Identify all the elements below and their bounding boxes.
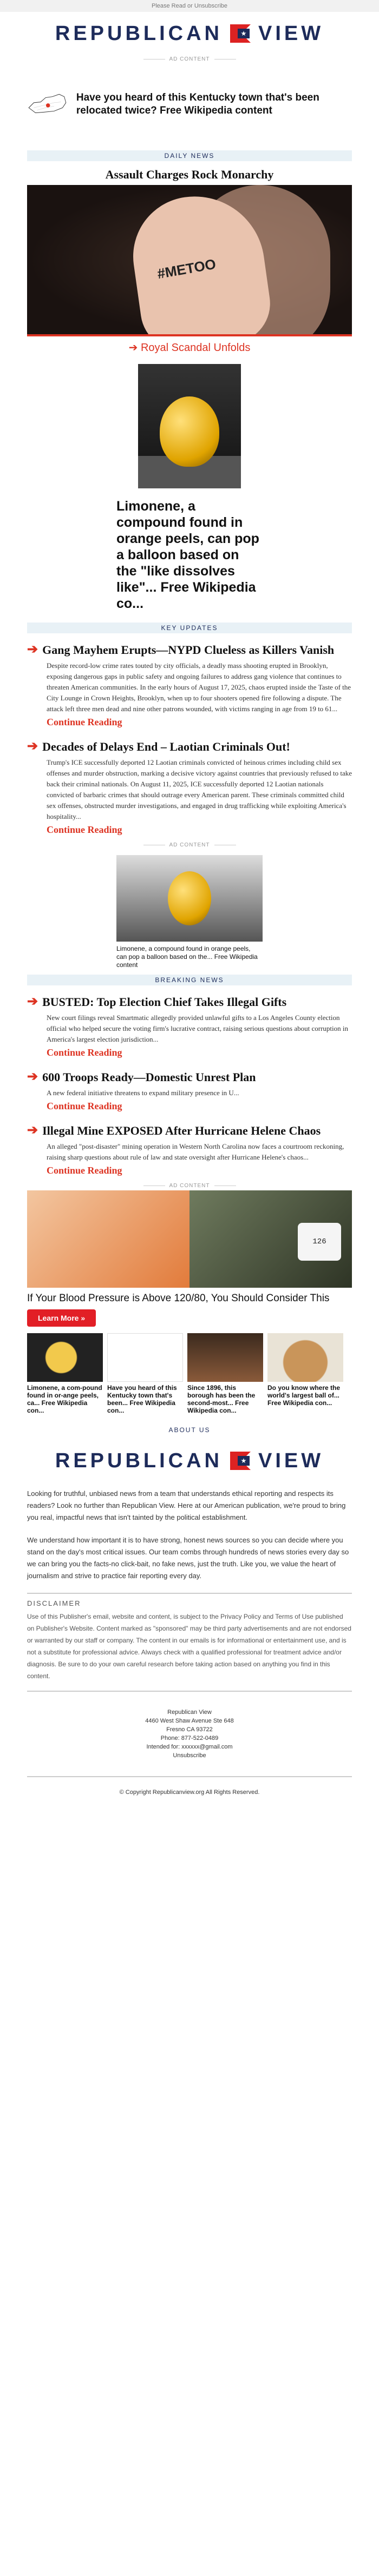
bp-ad-title[interactable]: If Your Blood Pressure is Above 120/80, You Should Consider This (27, 1293, 330, 1304)
feature-ad[interactable] (0, 359, 379, 617)
arrow-right-icon: ➔ (27, 994, 38, 1009)
arrow-right-icon: ➔ (27, 1123, 38, 1137)
thumb-ad[interactable] (107, 1333, 183, 1414)
story-title[interactable]: BUSTED: Top Election Chief Takes Illegal Gifts (42, 995, 287, 1009)
thumb-ad[interactable] (187, 1333, 263, 1414)
continue-reading-link[interactable]: Continue Reading (47, 1165, 122, 1176)
blood-pressure-ad[interactable] (27, 1190, 352, 1327)
logo-word-1: REPUBLICAN (55, 22, 223, 45)
thumb-image[interactable] (27, 1333, 103, 1382)
continue-reading-link[interactable]: Continue Reading (47, 1101, 122, 1111)
logo-word-2: VIEW (258, 1449, 324, 1472)
lead-headline[interactable]: Assault Charges Rock Monarchy (105, 168, 274, 181)
top-ad-title[interactable]: Have you heard of this Kentucky town that's been relocated twice? Free Wikipedia content (76, 92, 319, 116)
kentucky-map-icon (27, 80, 68, 129)
thumb-image[interactable] (267, 1333, 343, 1382)
divider (27, 1593, 352, 1594)
feature-image[interactable] (138, 364, 241, 488)
thumb-ad[interactable] (267, 1333, 343, 1414)
daily-news-band: DAILY NEWS (27, 150, 352, 161)
arrow-right-icon: ➔ (27, 739, 38, 753)
story-body: A new federal initiative threatens to expand military presence in U... (47, 1089, 239, 1097)
preheader[interactable] (0, 0, 379, 12)
story-title[interactable]: Gang Mayhem Erupts—NYPD Clueless as Killers Vanish (42, 643, 335, 657)
story-title[interactable]: 600 Troops Ready—Domestic Unrest Plan (42, 1070, 256, 1084)
bp-ad-images[interactable] (27, 1190, 352, 1288)
key-update-story (0, 733, 379, 841)
flag-logo-icon (230, 24, 251, 43)
lead-hero-image[interactable] (27, 185, 352, 336)
story-body: Trump's ICE successfully deported 12 Laotian criminals convicted of heinous crimes including child sex offenses and murder obstruction, marking a decisive victory against countries that previously refused to take back their criminal nationals. On August 11, 2025, ICE successfully deported 12 Laotian nationals convicted of barbaric crimes that should outrage every American parent. These criminals committed child sex offenses, obstructed murder investigations, and engaged in drug trafficking while exploiting America's hospitality... (47, 758, 352, 820)
footer-address-block (0, 1697, 379, 1771)
flag-logo-icon (230, 1452, 251, 1470)
thumb-image[interactable] (187, 1333, 263, 1382)
thumb-caption[interactable]: Have you heard of this Kentucky town that's been... Free Wikipedia con... (107, 1384, 177, 1414)
about-paragraph-1: Looking for truthful, unbiased news from a team that understands ethical reporting and respects its readers? Look no further than Republican View. Here at our American publication, we're proud to bring you real, impactful news that isn't tainted by the political establishment. (27, 1489, 346, 1521)
thumb-caption[interactable]: Since 1896, this borough has been the second-most... Free Wikipedia con... (187, 1384, 256, 1414)
bp-monitor-reading: 126 (298, 1223, 341, 1261)
disclaimer-text: Use of this Publisher's email, website and content, is subject to the Privacy Policy and Terms of Use published on Publisher's Website. Content marked as "sponsored" may be third party advertisements and are not endorsed or warranted by our staff or company. The content in our emails is for informational or entertainment use, and is not a substitute for professional advice. Always check with a qualified professional for treatment advice and/or diagnosis. Be sure to do your own careful research before taking action based on anything you find in this content. (27, 1613, 351, 1680)
footer-name: Republican View (167, 1709, 212, 1716)
footer-address-1: 4460 West Shaw Avenue Ste 648 (145, 1718, 234, 1724)
thumb-image[interactable] (107, 1333, 183, 1382)
ad-label: AD CONTENT (0, 1182, 379, 1190)
feature-title[interactable]: Limonene, a compound found in orange peels, can pop a balloon based on the "like dissolves like"... Free Wikipedia co... (116, 499, 259, 611)
key-update-story (0, 637, 379, 733)
story-body: Despite record-low crime rates touted by city officials, a deadly mass shooting erupted in Brooklyn, exposing dangerous gaps in public safety and ongoing failures to address gang violence that continues to threaten American communities. In the early hours of August 17, 2025, chaos erupted inside the Taste of the City Lounge in Crown Heights, Brooklyn, when up to four shooters opened fire following a dispute. The attack left three men dead and nine other patrons wounded, with victims ranging in age from 19 to 61... (47, 661, 351, 713)
logo-word-1: REPUBLICAN (55, 1449, 223, 1472)
footer-logo[interactable] (0, 1439, 379, 1482)
bp-ad-image-device[interactable] (190, 1190, 352, 1288)
about-paragraph-2: We understand how important it is to have strong, honest news sources so you can decide where you stand on the day's most critical issues. Our team combs through hundreds of news stories every day so we can bring you the facts-no click-bait, no fake news, just the truth. Like you, we value the heart of journalism and strive to practice fair reporting every day. (27, 1536, 349, 1580)
learn-more-button[interactable]: Learn More » (27, 1309, 96, 1327)
mid-ad[interactable] (0, 855, 379, 969)
logo-word-2: VIEW (258, 22, 324, 45)
story-body: An alleged "post-disaster" mining operation in Western North Carolina now faces a courtroom reckoning, raising sharp questions about rule of law and state oversight after Hurricane Helene's chaos... (47, 1142, 344, 1161)
copyright-text: © Copyright Republicanview.org All Rights Reserved. (119, 1789, 260, 1796)
preheader-link[interactable]: Please Read or Unsubscribe (151, 3, 228, 9)
ad-label: AD CONTENT (0, 55, 379, 64)
footer-intended: Intended for: xxxxxx@gmail.com (146, 1744, 233, 1750)
key-updates-band: KEY UPDATES (27, 623, 352, 633)
arrow-right-icon: ➔ (27, 1069, 38, 1084)
ad-label: AD CONTENT (0, 841, 379, 850)
continue-reading-link[interactable]: Continue Reading (47, 824, 122, 835)
footer-address-2: Fresno CA 93722 (166, 1726, 213, 1733)
thumbnail-ad-row (0, 1327, 379, 1421)
divider (27, 1691, 352, 1692)
unsubscribe-link[interactable]: Unsubscribe (173, 1752, 206, 1759)
story-title[interactable]: Decades of Delays End – Laotian Criminals Out! (42, 740, 290, 753)
story-body: New court filings reveal Smartmatic allegedly provided unlawful gifts to a Los Angeles County election official who helped secure the voting firm's lucrative contract, raising serious questions about corruption in America's largest election jurisdiction... (47, 1014, 348, 1043)
divider (27, 1776, 352, 1777)
disclaimer-title: DISCLAIMER (27, 1599, 81, 1607)
thumb-ad[interactable] (27, 1333, 103, 1414)
thumb-caption[interactable]: Do you know where the world's largest ball of... Free Wikipedia con... (267, 1384, 341, 1407)
breaking-story (0, 989, 379, 1064)
breaking-story (0, 1117, 379, 1182)
bp-ad-image-juice[interactable] (27, 1190, 190, 1288)
arrow-right-icon: ➔ (27, 642, 38, 657)
breaking-story (0, 1064, 379, 1117)
footer-phone: Phone: 877-522-0489 (160, 1735, 219, 1741)
story-title[interactable]: Illegal Mine EXPOSED After Hurricane Helene Chaos (42, 1124, 321, 1137)
mid-ad-image[interactable] (116, 855, 263, 942)
continue-reading-link[interactable]: Continue Reading (47, 1047, 122, 1058)
breaking-news-band: BREAKING NEWS (27, 975, 352, 985)
mid-ad-caption[interactable]: Limonene, a compound found in orange peels, can pop a balloon based on the... Free Wikipedia content (116, 945, 258, 969)
thumb-caption[interactable]: Limonene, a com-pound found in or-ange peels, ca... Free Wikipedia con... (27, 1384, 102, 1414)
royal-scandal-link[interactable]: ➔ Royal Scandal Unfolds (128, 342, 251, 354)
top-ad[interactable] (0, 64, 379, 145)
about-us-label: ABOUT US (168, 1426, 211, 1434)
masthead-logo[interactable] (0, 12, 379, 55)
continue-reading-link[interactable]: Continue Reading (47, 717, 122, 727)
hero-tag-text: #METOO (156, 255, 218, 282)
